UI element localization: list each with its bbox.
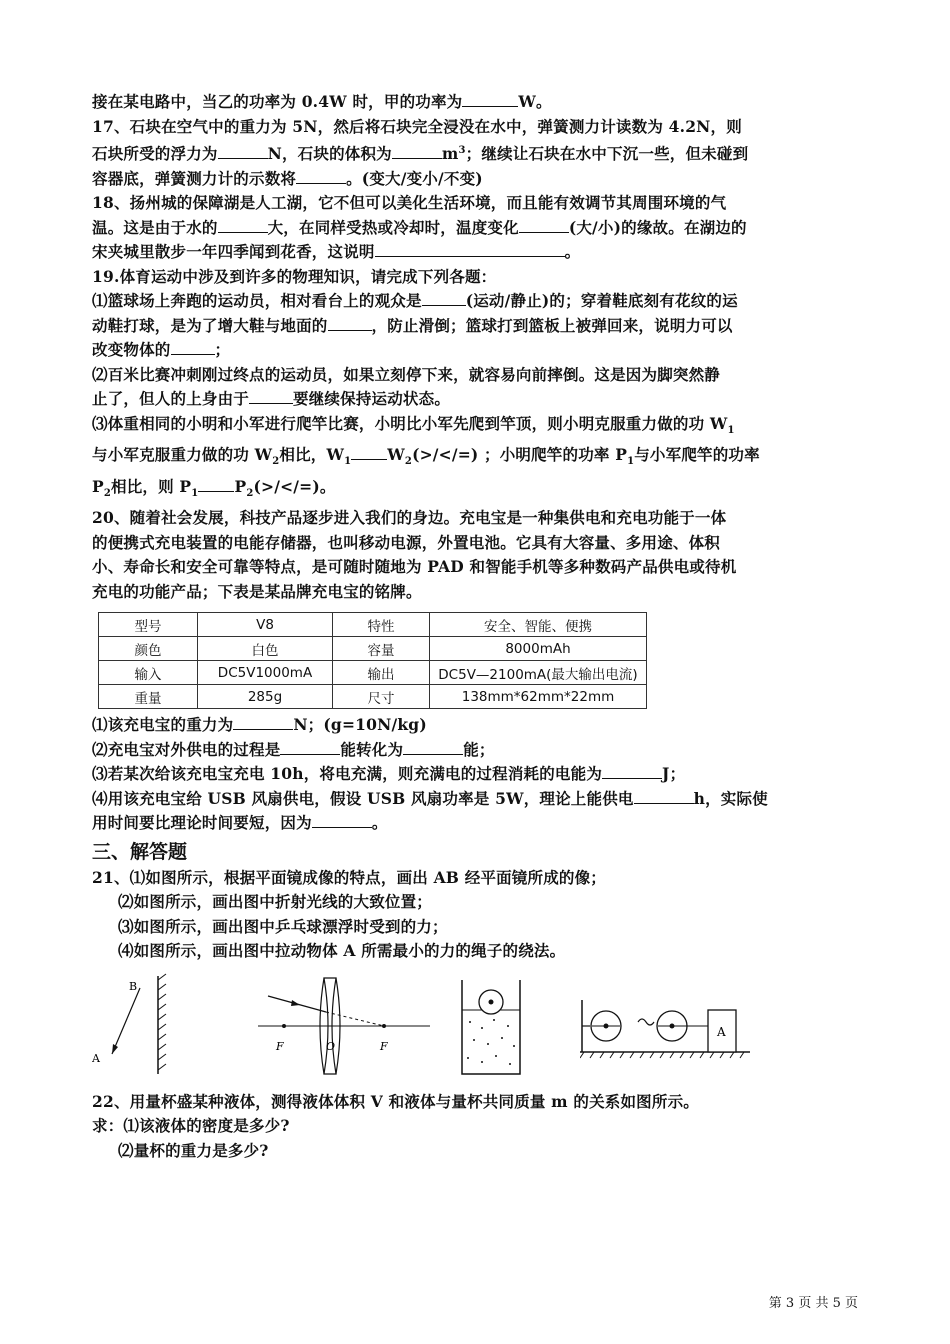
table-cell: 输入 — [99, 661, 198, 685]
q19-2-line1: ⑵百米比赛冲刺刚过终点的运动员，如果立刻停下来，就容易向前摔倒。这是因为脚突然静 — [92, 364, 721, 384]
q21-line4: ⑷如图所示，画出图中拉动物体 A 所需最小的力的绳子的绕法。 — [118, 941, 566, 961]
answer-blank[interactable] — [218, 217, 268, 233]
q20-1: ⑴该充电宝的重力为 N；(g=10N/kg) — [92, 715, 427, 735]
q20-4-line2: 用时间要比理论时间要短，因为 。 — [92, 813, 388, 833]
answer-blank[interactable] — [218, 143, 268, 159]
answer-blank[interactable] — [351, 444, 387, 460]
line-q16-end: 接在某电路中，当乙的功率为 0.4W 时，甲的功率为 W。 — [92, 92, 552, 111]
q19-1-line1: ⑴篮球场上奔跑的运动员，相对看台上的观众是 (运动/静止)的；穿着鞋底刻有花纹的运 — [92, 291, 738, 311]
q19-2-line2: 止了，但人的上身由于 要继续保持运动状态。 — [92, 389, 451, 409]
answer-blank[interactable] — [328, 315, 372, 331]
q21-line2: ⑵如图所示，画出图中折射光线的大致位置； — [118, 892, 433, 912]
q22-line3: ⑵量杯的重力是多少? — [118, 1140, 269, 1160]
answer-blank[interactable] — [403, 739, 463, 755]
answer-blank[interactable] — [198, 476, 234, 492]
q17-line3: 容器底，弹簧测力计的示数将 。(变大/变小/不变) — [92, 168, 483, 188]
pulley-system-figure — [580, 970, 760, 1080]
table-cell: 颜色 — [99, 637, 198, 661]
table-row — [99, 685, 647, 709]
q21-figures — [92, 970, 862, 1090]
table-cell: 型号 — [99, 613, 198, 637]
plane-mirror-figure — [92, 970, 182, 1080]
q18-line1: 18、扬州城的保障湖是人工湖，它不但可以美化生活环境，而且能有效调节其周围环境的气 — [92, 193, 727, 213]
answer-blank[interactable] — [280, 739, 340, 755]
answer-blank[interactable] — [602, 763, 662, 779]
label-a: A — [92, 1051, 100, 1065]
q19-3-line2: 与小军克服重力做的功 $W_2$相比，$W_1$ $W_2(>/</=)$ ；小明爬竿的功率 $P_1$与小军爬竿的功率 — [92, 445, 760, 468]
table-cell: 容量 — [333, 637, 430, 661]
q20-line3: 小、寿命长和安全可靠等特点，是可随时随地为 PAD 和智能手机等多种数码产品供电或待机 — [92, 557, 737, 577]
answer-blank[interactable] — [375, 241, 565, 257]
label-f-left: F — [276, 1039, 284, 1053]
table-cell: 285g — [198, 685, 333, 709]
q21-line1: 21、⑴如图所示，根据平面镜成像的特点，画出 AB 经平面镜所成的像； — [92, 867, 606, 887]
table-row — [99, 637, 647, 661]
answer-blank[interactable] — [249, 388, 293, 404]
answer-blank[interactable] — [392, 143, 442, 159]
answer-blank[interactable] — [233, 714, 293, 730]
q19-1-line3: 改变物体的 ； — [92, 340, 231, 360]
table-cell: 尺寸 — [333, 685, 430, 709]
q18-line2: 温。这是由于水的 大，在同样受热或冷却时，温度变化 (大/小)的缘故。在湖边的 — [92, 217, 747, 237]
floating-ball-figure — [458, 970, 528, 1080]
answer-blank[interactable] — [296, 168, 346, 184]
q20-line4: 充电的功能产品；下表是某品牌充电宝的铭牌。 — [92, 581, 422, 601]
table-cell: 输出 — [333, 661, 430, 685]
exam-page — [92, 90, 862, 1163]
q19-title: 19.体育运动中涉及到许多的物理知识，请完成下列各题： — [92, 266, 497, 286]
answer-blank[interactable] — [171, 339, 215, 355]
page-footer: 第 3 页 共 5 页 — [768, 1296, 858, 1311]
table-cell: 特性 — [333, 613, 430, 637]
table-cell: 安全、智能、便携 — [430, 613, 647, 637]
power-bank-spec-table — [98, 612, 647, 709]
q22-line2: 求：⑴该液体的密度是多少? — [92, 1116, 290, 1136]
q20-3: ⑶若某次给该充电宝充电 10h，将电充满，则充满电的过程消耗的电能为 J； — [92, 764, 686, 784]
table-cell: 8000mAh — [430, 637, 647, 661]
answer-blank[interactable] — [462, 91, 518, 107]
table-cell: DC5V—2100mA(最大输出电流) — [430, 661, 647, 685]
concave-lens-figure — [254, 970, 434, 1080]
answer-blank[interactable] — [422, 290, 466, 306]
table-cell: 白色 — [198, 637, 333, 661]
table-row — [99, 613, 647, 637]
q19-3-line3: $P_2$相比，则 $P_1$ $P_2(>/</=)$。 — [92, 476, 336, 499]
label-f-right: F — [380, 1039, 388, 1053]
answer-blank[interactable] — [519, 217, 569, 233]
q19-1-line2: 动鞋打球，是为了增大鞋与地面的 ，防止滑倒；篮球打到篮板上被弹回来，说明力可以 — [92, 315, 733, 335]
q18-line3: 宋夹城里散步一年四季闻到花香，这说明 。 — [92, 242, 581, 262]
q17-line2: 石块所受的浮力为 N，石块的体积为 $m^3$；继续让石块在水中下沉一些，但未碰到 — [92, 144, 749, 164]
label-block-a: A — [717, 1024, 726, 1039]
table-cell: DC5V1000mA — [198, 661, 333, 685]
q20-4-line1: ⑷用该充电宝给 USB 风扇供电，假设 USB 风扇功率是 5W，理论上能供电 h，实际使 — [92, 788, 768, 808]
label-o: O — [326, 1039, 336, 1053]
q17-line1: 17、石块在空气中的重力为 5N，然后将石块完全浸没在水中，弹簧测力计读数为 4.2N，则 — [92, 116, 742, 136]
answer-blank[interactable] — [634, 788, 694, 804]
table-cell: 138mm*62mm*22mm — [430, 685, 647, 709]
q22-line1: 22、用量杯盛某种液体，测得液体体积 V 和液体与量杯共同质量 m 的关系如图所示。 — [92, 1091, 699, 1111]
q19-3-line1: ⑶体重相同的小明和小军进行爬竿比赛，小明比小军先爬到竿顶，则小明克服重力做的功 $W_1$ — [92, 413, 735, 436]
table-row — [99, 661, 647, 685]
q20-2: ⑵充电宝对外供电的过程是 能转化为 能； — [92, 739, 495, 759]
table-cell: 重量 — [99, 685, 198, 709]
section-title: 三、解答题 — [92, 840, 188, 863]
q20-line2: 的便携式充电装置的电能存储器，也叫移动电源，外置电池。它具有大容量、多用途、体积 — [92, 532, 721, 552]
answer-blank[interactable] — [312, 812, 372, 828]
table-cell: V8 — [198, 613, 333, 637]
q21-line3: ⑶如图所示，画出图中乒乓球漂浮时受到的力； — [118, 916, 448, 936]
q20-line1: 20、随着社会发展，科技产品逐步进入我们的身边。充电宝是一种集供电和充电功能于一体 — [92, 508, 727, 528]
label-b: B — [129, 979, 138, 993]
